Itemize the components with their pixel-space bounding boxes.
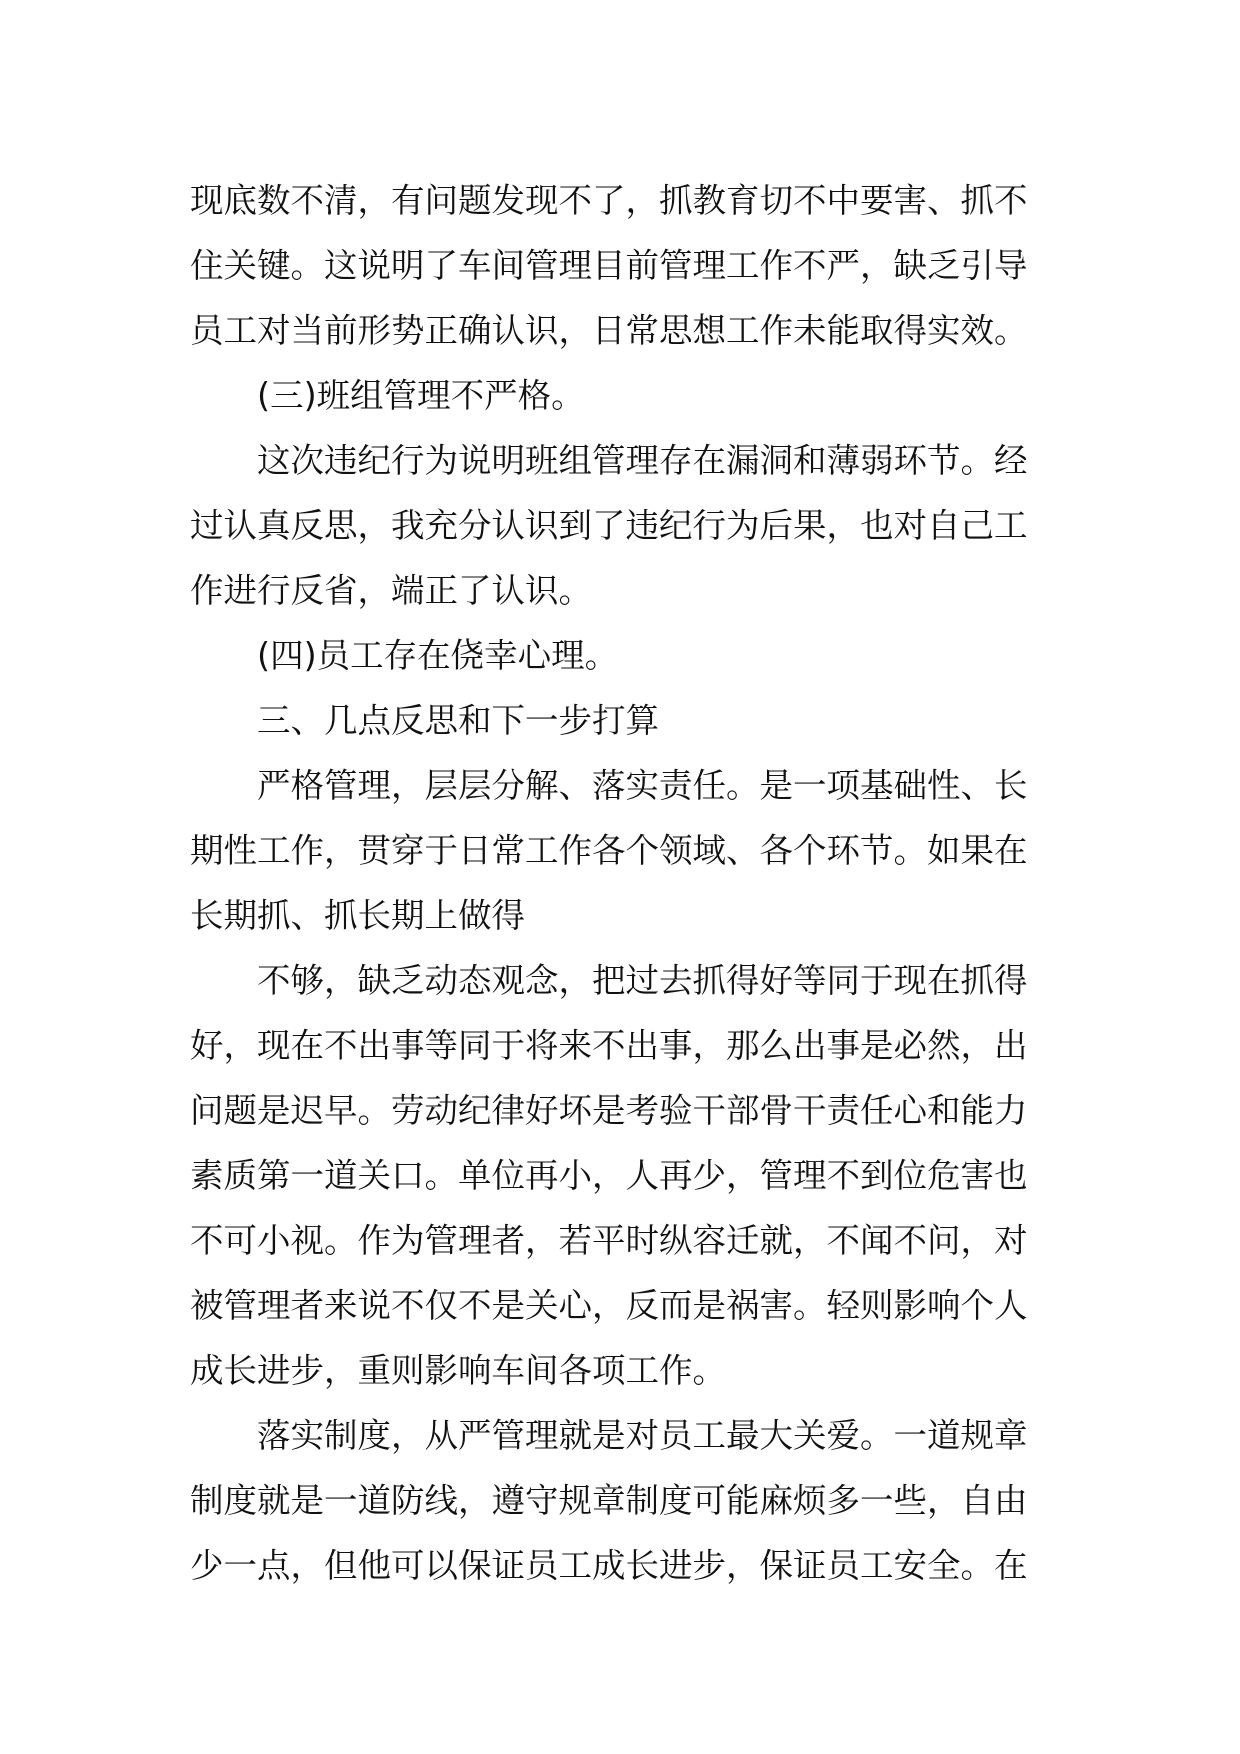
text-line-02: 住关键。这说明了车间管理目前管理工作不严，缺乏引导 (190, 246, 1028, 285)
section-heading-three: (三)班组管理不严格。 (257, 376, 585, 415)
text-line-11: 期性工作，贯穿于日常工作各个领域、各个环节。如果在 (190, 831, 1028, 870)
text-line-22: 少一点，但他可以保证员工成长进步，保证员工安全。在 (190, 1546, 1028, 1585)
text-line-12: 长期抓、抓长期上做得 (190, 896, 525, 935)
text-line-10: 严格管理，层层分解、落实责任。是一项基础性、长 (257, 766, 1028, 805)
document-body (190, 168, 1060, 1598)
text-line-03: 员工对当前形势正确认识，日常思想工作未能取得实效。 (190, 311, 1028, 350)
text-line-18: 被管理者来说不仅不是关心，反而是祸害。轻则影响个人 (190, 1286, 1028, 1325)
text-line-17: 不可小视。作为管理者，若平时纵容迁就，不闻不问，对 (190, 1221, 1028, 1260)
text-line-15: 问题是迟早。劳动纪律好坏是考验干部骨干责任心和能力 (190, 1091, 1028, 1130)
text-line-01: 现底数不清，有问题发现不了，抓教育切不中要害、抓不 (190, 181, 1028, 220)
text-line-13: 不够，缺乏动态观念，把过去抓得好等同于现在抓得 (257, 961, 1028, 1000)
section-heading-four: (四)员工存在侥幸心理。 (257, 636, 619, 675)
text-line-05: 这次违纪行为说明班组管理存在漏洞和薄弱环节。经 (257, 441, 1028, 480)
section-heading-reflection: 三、几点反思和下一步打算 (257, 701, 659, 740)
text-line-21: 制度就是一道防线，遵守规章制度可能麻烦多一些，自由 (190, 1481, 1028, 1520)
text-line-07: 作进行反省，端正了认识。 (190, 571, 592, 610)
text-line-20: 落实制度，从严管理就是对员工最大关爱。一道规章 (257, 1416, 1028, 1455)
text-line-06: 过认真反思，我充分认识到了违纪行为后果，也对自己工 (190, 506, 1028, 545)
text-line-16: 素质第一道关口。单位再小，人再少，管理不到位危害也 (190, 1156, 1028, 1195)
text-line-19: 成长进步，重则影响车间各项工作。 (190, 1351, 726, 1390)
text-line-14: 好，现在不出事等同于将来不出事，那么出事是必然，出 (190, 1026, 1028, 1065)
